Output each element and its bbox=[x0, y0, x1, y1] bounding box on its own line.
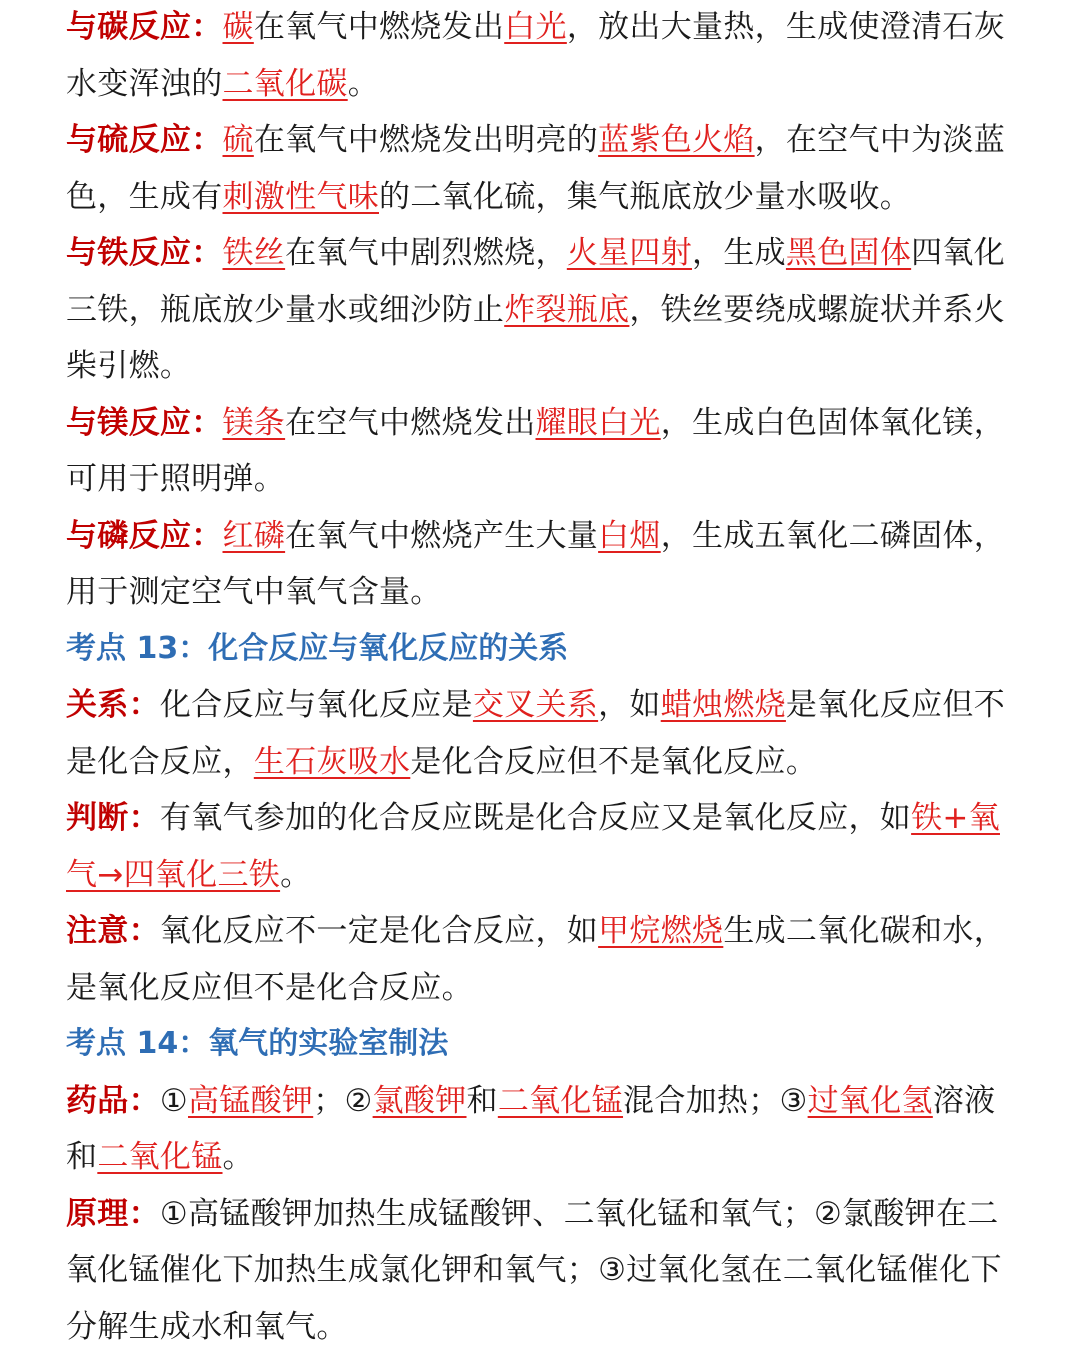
body-text: 是化合反应但不是氧化反应。 bbox=[410, 743, 818, 780]
body-text: 。 bbox=[280, 856, 312, 893]
body-text: ，生成 bbox=[692, 235, 786, 271]
body-text: ，铁丝要绕成螺旋状并系火柴引燃。 bbox=[66, 291, 1006, 384]
body-text: ，在空气中为淡蓝色，生成有 bbox=[66, 122, 1006, 215]
body-text: ，放出大量热，生成使澄清石灰水变浑浊的 bbox=[66, 9, 1006, 102]
para-judgement bbox=[66, 790, 1026, 903]
heading-point-14: 考点 14：氧气的实验室制法 bbox=[66, 1026, 449, 1061]
key-term: 耀眼白光 bbox=[535, 404, 661, 441]
body-text: 是氧化反应但不是化合反应， bbox=[66, 687, 1006, 780]
key-term: 碳 bbox=[222, 9, 254, 45]
heading-point-13: 考点 13：化合反应与氧化反应的关系 bbox=[66, 630, 569, 666]
key-term: 火星四射 bbox=[566, 235, 693, 271]
body-text: 氧化反应不一定是化合反应，如 bbox=[159, 913, 599, 949]
key-term: 高锰酸钾 bbox=[188, 1082, 314, 1119]
para-iron bbox=[66, 225, 1026, 395]
key-term: 二氧化锰 bbox=[497, 1082, 624, 1119]
body-text: 溶液和 bbox=[66, 1082, 996, 1175]
key-term: 红磷 bbox=[222, 517, 286, 554]
document-page bbox=[66, 0, 1026, 1355]
body-text: 。 bbox=[347, 65, 380, 102]
body-text: 在氧气中燃烧发出明亮的 bbox=[253, 122, 599, 158]
key-term: 白光 bbox=[504, 9, 567, 45]
body-text: 有氧气参加的化合反应既是化合反应又是氧化反应，如 bbox=[159, 800, 912, 836]
body-text: ，生成白色固体氧化镁，可用于照明弹。 bbox=[66, 404, 1006, 497]
section-label: 关系： bbox=[66, 687, 160, 723]
para-phosphorus bbox=[66, 508, 1026, 621]
section-label: 注意： bbox=[66, 913, 160, 949]
body-text: 在氧气中剧烈燃烧， bbox=[285, 235, 567, 271]
key-term: 铁+氧气→四氧化三铁 bbox=[66, 800, 1000, 893]
body-text: 和 bbox=[466, 1082, 498, 1119]
body-text: ，如 bbox=[598, 687, 661, 723]
body-text: 的二氧化硫，集气瓶底放少量水吸收。 bbox=[379, 178, 912, 215]
key-term: 炸裂瓶底 bbox=[504, 291, 630, 328]
section-label: 与镁反应： bbox=[66, 404, 223, 441]
body-text: ①高锰酸钾加热生成锰酸钾、二氧化锰和氧气；②氯酸钾在二氧化锰催化下加热生成氯化钾和氧气；③过氧化氢在二氧化锰催化下分解生成水和氧气。 bbox=[66, 1195, 1002, 1345]
body-text: 在空气中燃烧发出 bbox=[285, 404, 536, 441]
section-label: 判断： bbox=[66, 800, 160, 836]
body-text: 四氧化三铁，瓶底放少量水或细沙防止 bbox=[66, 235, 1006, 328]
key-term: 刺激性气味 bbox=[222, 178, 379, 215]
key-term: 铁丝 bbox=[222, 235, 286, 271]
para-carbon bbox=[66, 0, 1026, 112]
body-text: 混合加热；③ bbox=[623, 1082, 808, 1119]
key-term: 生石灰吸水 bbox=[253, 743, 411, 780]
body-text: ，生成五氧化二磷固体，用于测定空气中氧气含量。 bbox=[66, 517, 1006, 610]
section-label: 原理： bbox=[66, 1195, 160, 1232]
section-label: 与磷反应： bbox=[66, 517, 223, 554]
body-text: ；② bbox=[313, 1082, 373, 1119]
para-magnesium bbox=[66, 395, 1026, 508]
key-term: 交叉关系 bbox=[472, 687, 599, 723]
key-term: 蜡烛燃烧 bbox=[660, 687, 786, 723]
body-text: 。 bbox=[222, 1139, 254, 1175]
key-term: 镁条 bbox=[222, 404, 286, 441]
key-term: 白烟 bbox=[598, 517, 661, 554]
key-term: 硫 bbox=[222, 122, 254, 158]
para-principle bbox=[66, 1186, 1026, 1356]
key-term: 黑色固体 bbox=[785, 235, 912, 271]
section-label: 与铁反应： bbox=[66, 235, 223, 271]
section-label: 与硫反应： bbox=[66, 122, 223, 158]
body-text: 化合反应与氧化反应是 bbox=[159, 687, 473, 723]
body-text: 在氧气中燃烧发出 bbox=[253, 9, 505, 45]
section-label: 药品： bbox=[66, 1082, 160, 1119]
para-relation bbox=[66, 677, 1026, 790]
key-term: 过氧化氢 bbox=[807, 1082, 933, 1119]
body-text: 在氧气中燃烧产生大量 bbox=[285, 517, 599, 554]
body-text: ① bbox=[159, 1082, 188, 1119]
key-term: 蓝紫色火焰 bbox=[598, 122, 755, 158]
key-term: 甲烷燃烧 bbox=[598, 913, 724, 949]
section-label: 与碳反应： bbox=[66, 9, 223, 45]
key-term: 氯酸钾 bbox=[372, 1082, 467, 1119]
key-term: 二氧化锰 bbox=[97, 1139, 223, 1175]
para-sulfur bbox=[66, 112, 1026, 225]
para-reagents bbox=[66, 1073, 1026, 1186]
body-text: 生成二氧化碳和水，是氧化反应但不是化合反应。 bbox=[66, 913, 1006, 1006]
key-term: 二氧化碳 bbox=[222, 65, 348, 102]
para-note bbox=[66, 903, 1026, 1016]
